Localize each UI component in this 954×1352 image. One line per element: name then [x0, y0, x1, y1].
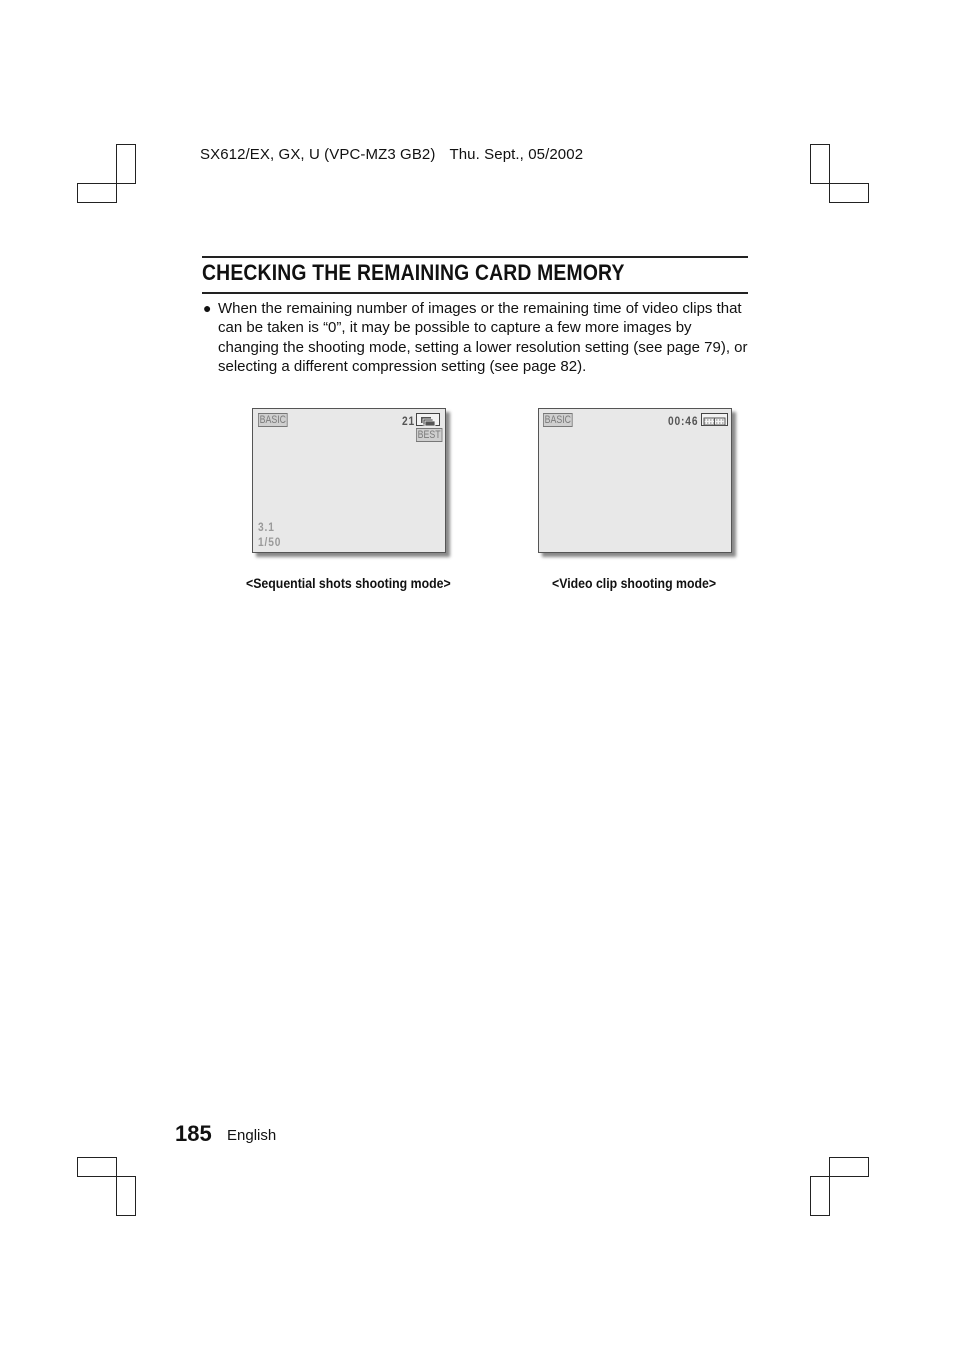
shutter-value: 1/50	[258, 535, 282, 549]
crop-mark-bottom-right-horizontal	[829, 1157, 869, 1177]
date-label: Thu. Sept., 05/2002	[449, 146, 584, 163]
video-clip-icon	[701, 413, 728, 426]
sequential-shots-icon	[416, 413, 440, 426]
time-remaining: 00:46	[668, 414, 699, 428]
section-title: CHECKING THE REMAINING CARD MEMORY	[202, 260, 625, 285]
shots-remaining: 21	[402, 414, 416, 428]
body-paragraph: When the remaining number of images or the remaining time of video clips that can be taken is “0”, it may be possible to capture a few more images by changing the shooting mode, setting a lower resolution setting (see page 79), or selecting a different compression setting (see page 82).	[218, 300, 748, 376]
crop-mark-bottom-right-vertical	[810, 1176, 830, 1216]
video-screen	[538, 408, 732, 553]
title-rule-bottom	[202, 292, 748, 294]
crop-mark-bottom-left-vertical	[116, 1176, 136, 1216]
language-label: English	[227, 1127, 277, 1144]
model-label: SX612/EX, GX, U (VPC-MZ3 GB2)	[200, 146, 436, 163]
title-rule-top	[202, 256, 748, 258]
page-number: 185	[175, 1121, 212, 1146]
crop-mark-bottom-left-horizontal	[77, 1157, 117, 1177]
crop-mark-top-left-vertical	[116, 144, 136, 184]
sequential-caption: <Sequential shots shooting mode>	[246, 575, 451, 591]
running-header	[200, 146, 583, 163]
quality-tag: BASIC	[544, 414, 572, 426]
quality-tag: BASIC	[259, 414, 287, 426]
crop-mark-top-right-vertical	[810, 144, 830, 184]
resolution-tag: BEST	[417, 429, 441, 441]
bullet-icon: ●	[203, 300, 212, 316]
video-caption: <Video clip shooting mode>	[552, 575, 717, 591]
sequential-screen	[252, 408, 446, 553]
aperture-value: 3.1	[258, 520, 275, 534]
crop-mark-top-right-horizontal	[829, 183, 869, 203]
crop-mark-top-left-horizontal	[77, 183, 117, 203]
